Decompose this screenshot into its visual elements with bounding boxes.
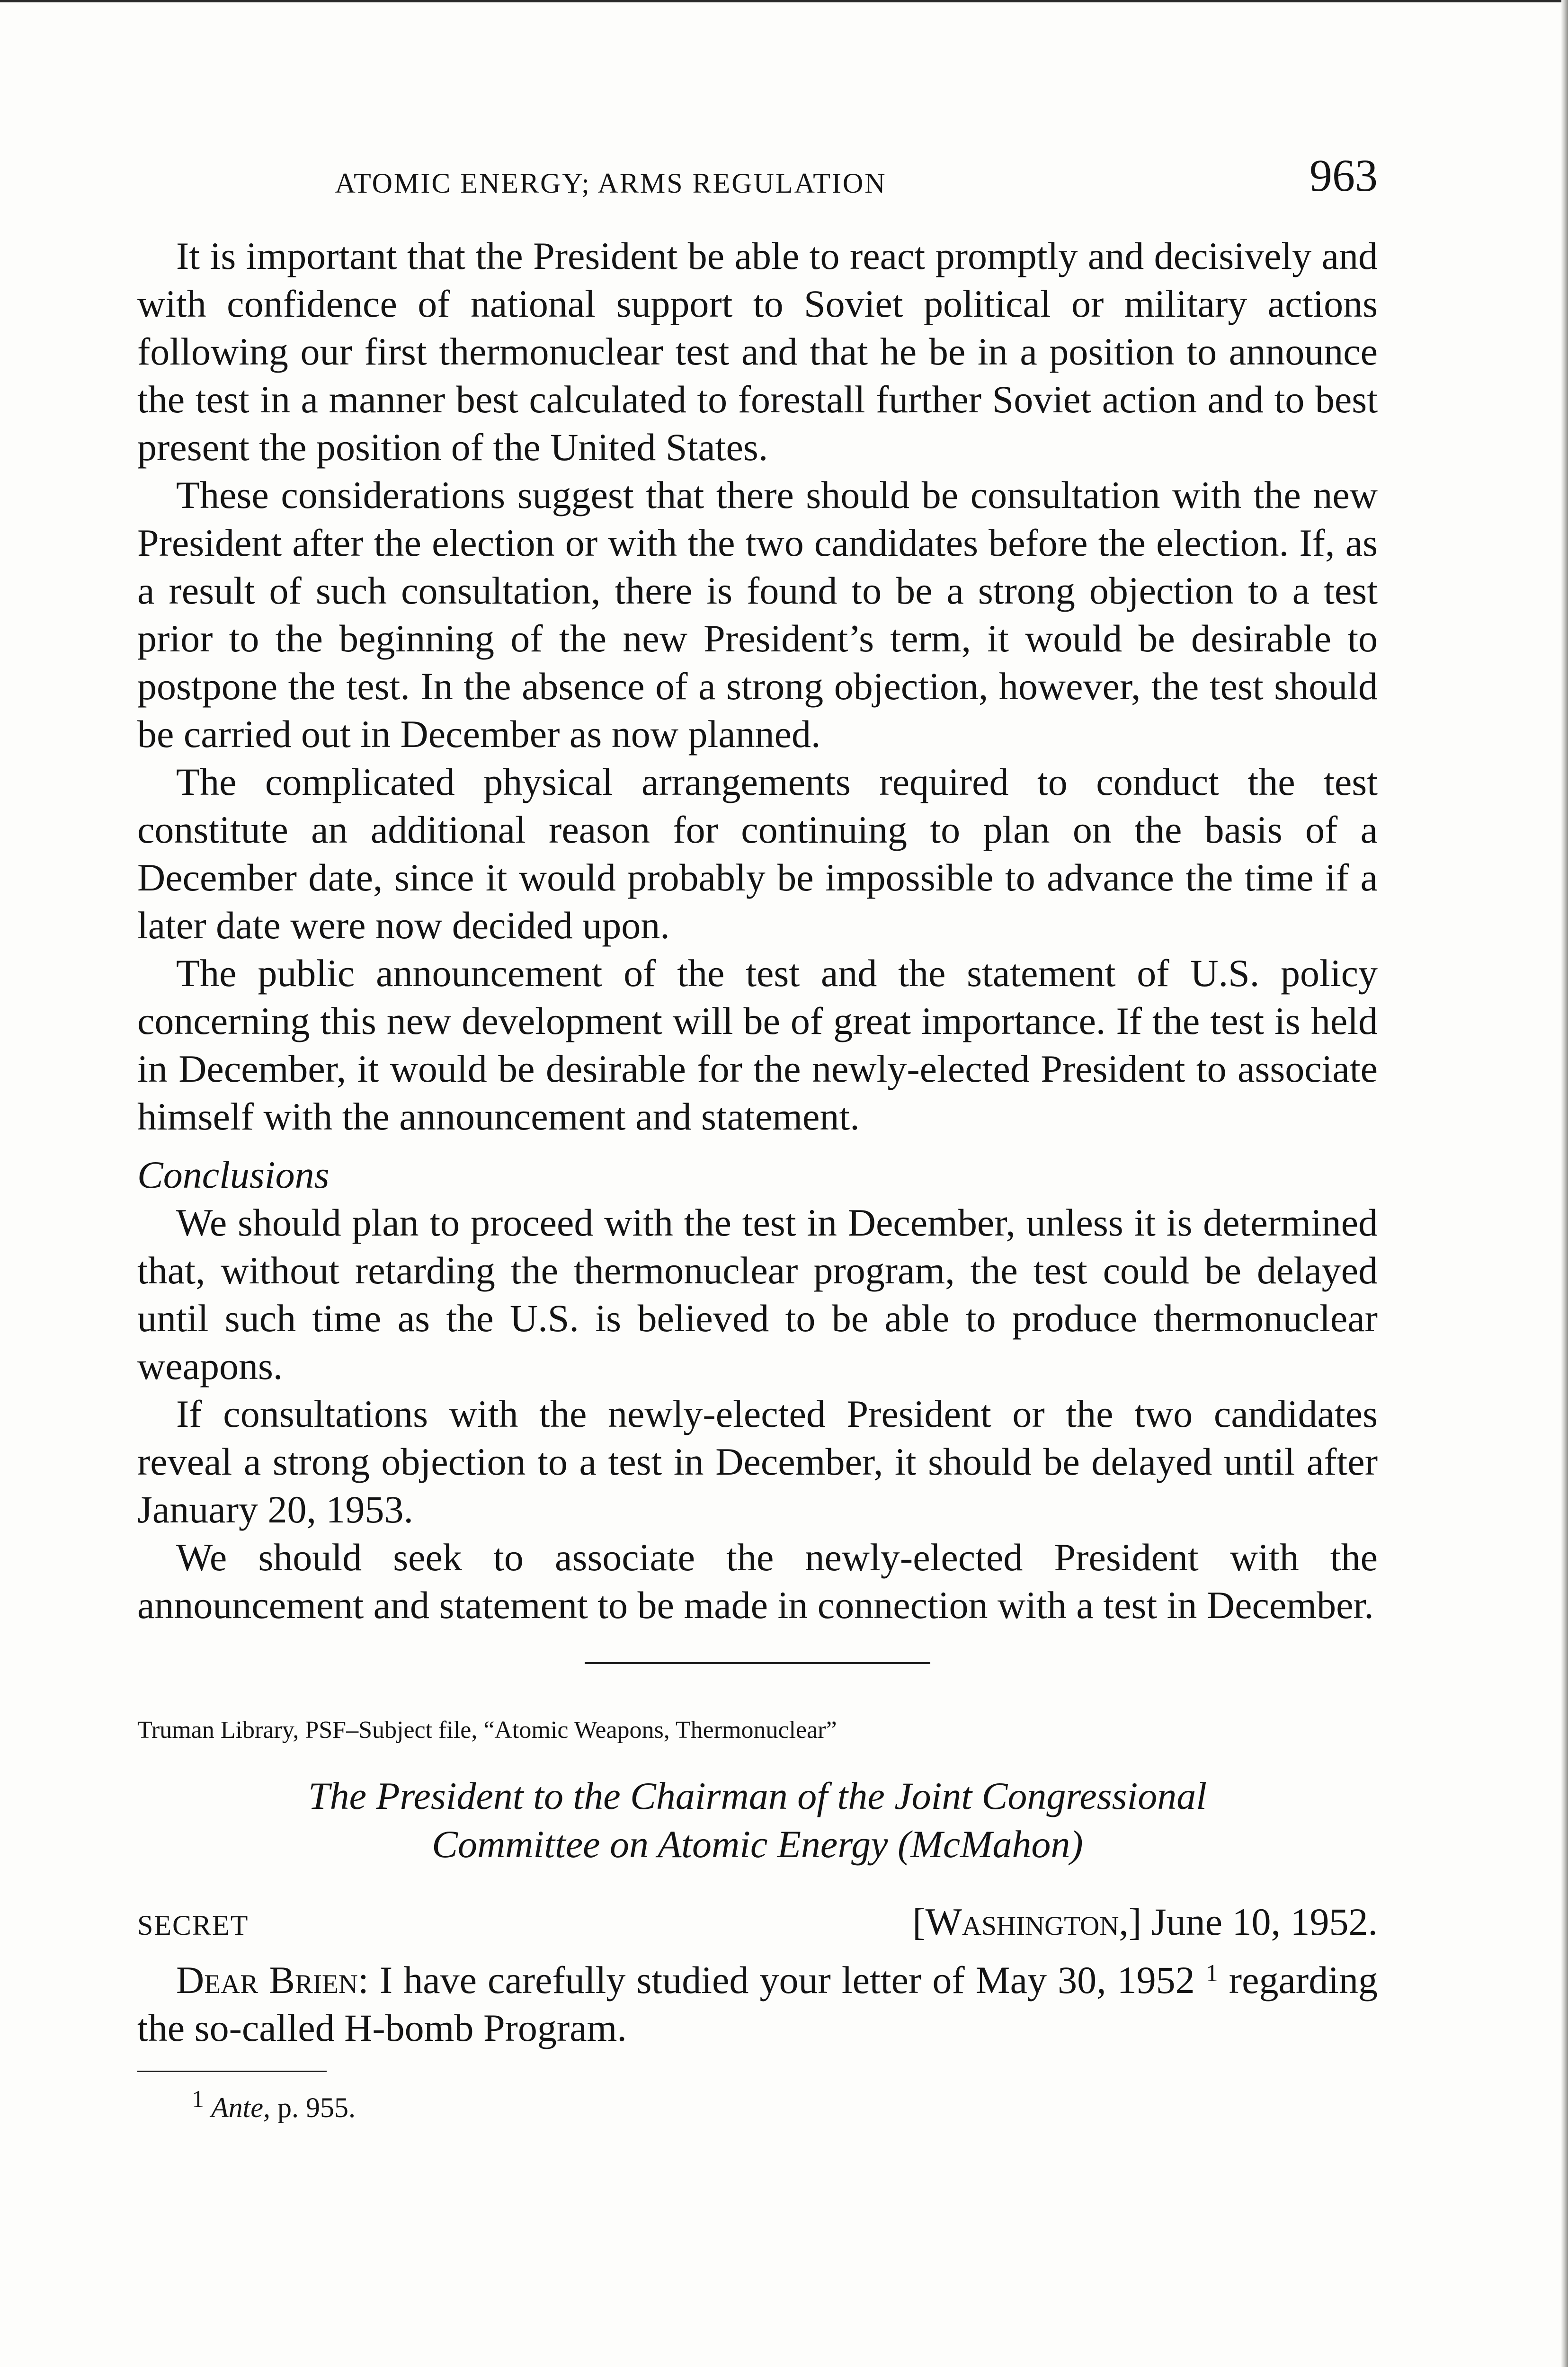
page-edge-shadow [1561, 0, 1568, 2367]
page-number: 963 [1310, 150, 1378, 201]
paragraph: The complicated physical arrangements required to conduct the test constitute an additional reason for continuing to plan on the basis of a December date, since it would probably be impossible to advance the time if a later date were now decided upon. [137, 760, 1378, 947]
letter-text: regarding the so-called H-bomb Program. [137, 1958, 1378, 2049]
salutation: Dear Brien: [176, 1958, 369, 2002]
conclusion-paragraph: We should seek to associate the newly-elected President with the announcement and statement to be made in connection with a test in December. [137, 1536, 1378, 1627]
paragraph: These considerations suggest that there should be consultation with the new President after the election or with the two candidates before the election. If, as a result of such consultation, there is found to be a strong objection to a test prior to the beginning of the new President’s term, it would be desirable to postpone the test. In the absence of a strong objection, however, the test should be carried out in December as now planned. [137, 473, 1378, 756]
document-body [137, 232, 1378, 2125]
date: ] June 10, 1952. [1128, 1900, 1378, 1943]
letter-text: I have carefully studied your letter of May 30, 1952 [368, 1958, 1206, 2002]
classification-marking: SECRET [137, 1910, 249, 1941]
footnote-reference: 1 [1205, 1960, 1218, 1987]
section-heading-conclusions: Conclusions [137, 1153, 330, 1196]
footnote [137, 2082, 1378, 2125]
source-citation: Truman Library, PSF–Subject file, “Atomic Weapons, Thermonuclear” [137, 1717, 837, 1744]
footnote-ref-text: p. 955. [270, 2092, 356, 2123]
bracket-open: [ [912, 1900, 926, 1943]
footnote-ref-italic: Ante, [211, 2092, 270, 2123]
running-head [137, 144, 1378, 206]
place-date [912, 1898, 1378, 1946]
document-title [137, 1772, 1378, 1869]
conclusion-paragraph: We should plan to proceed with the test in December, unless it is determined that, without retarding the thermonuclear program, the test could be delayed until such time as the U.S. is believed to be able to produce thermonuclear weapons. [137, 1201, 1378, 1388]
paragraph: It is important that the President be able to react promptly and decisively and with confidence of national support to Soviet political or military actions following our first thermonuclear test and that he be in a position to announce the test in a manner best calculated to forestall further Soviet action and to best present the position of the United States. [137, 234, 1378, 469]
top-edge-rule [0, 0, 1568, 2]
section-divider [585, 1662, 930, 1664]
running-title: ATOMIC ENERGY; ARMS REGULATION [335, 168, 887, 199]
document-title-line: Committee on Atomic Energy (McMahon) [432, 1823, 1083, 1866]
footnote-rule [137, 2071, 327, 2072]
footnote-number: 1 [192, 2086, 204, 2113]
letter-opening [137, 1949, 1378, 2052]
dateline [137, 1898, 1378, 1949]
document-title-line: The President to the Chairman of the Joint Congressional [308, 1774, 1207, 1817]
place: Washington, [925, 1900, 1129, 1943]
paragraph: The public announcement of the test and the statement of U.S. policy concerning this new development will be of great importance. If the test is held in December, it would be desirable for the newly-elected President to associate himself with the announcement and statement. [137, 952, 1378, 1138]
conclusion-paragraph: If consultations with the newly-elected President or the two candidates reveal a strong objection to a test in December, it should be delayed until after January 20, 1953. [137, 1392, 1378, 1531]
